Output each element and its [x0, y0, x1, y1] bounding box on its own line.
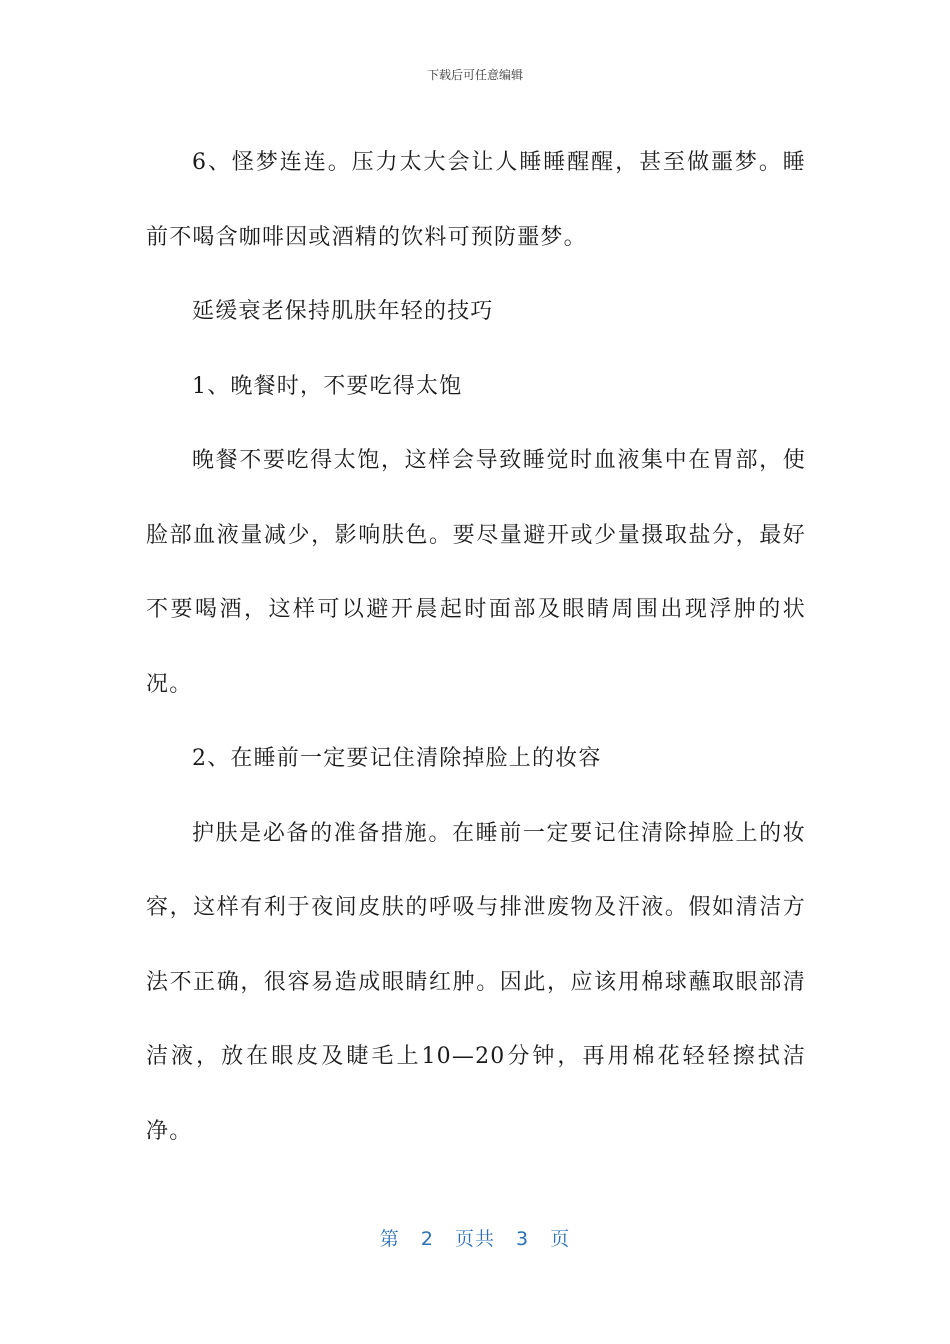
page-footer — [0, 1224, 950, 1251]
subheading-makeup-removal: 2、在睡前一定要记住清除掉脸上的妆容 — [192, 746, 602, 771]
total-page-number: 3 — [516, 1228, 530, 1250]
paragraph-dinner: 晚餐不要吃得太饱，这样会导致睡觉时血液集中在胃部，使脸部血液量减少，影响肤色。要尽量避开或少量摄取盐分，最好不要喝酒，这样可以避开晨起时面部及眼睛周围出现浮肿的状况。 — [146, 448, 806, 697]
page-header: 下载后可任意编辑 — [426, 68, 523, 82]
document-body — [146, 126, 806, 1169]
footer-middle: 页共 — [454, 1228, 495, 1250]
section-heading-anti-aging: 延缓衰老保持肌肤年轻的技巧 — [192, 299, 494, 324]
subheading-dinner: 1、晚餐时，不要吃得太饱 — [192, 373, 463, 399]
paragraph-nightmares: 6、怪梦连连。压力太大会让人睡睡醒醒，甚至做噩梦。睡前不喝含咖啡因或酒精的饮料可预防噩梦。 — [146, 150, 806, 250]
footer-prefix: 第 — [379, 1228, 400, 1250]
current-page-number: 2 — [420, 1228, 434, 1250]
footer-suffix: 页 — [550, 1228, 571, 1250]
paragraph-makeup-removal: 护肤是必备的准备措施。在睡前一定要记住清除掉脸上的妆容，这样有利于夜间皮肤的呼吸与排泄废物及汗液。假如清洁方法不正确，很容易造成眼睛红肿。因此，应该用棉球蘸取眼部清洁液，放在眼皮及睫毛上10—20分钟，再用棉花轻轻擦拭洁净。 — [146, 820, 806, 1144]
